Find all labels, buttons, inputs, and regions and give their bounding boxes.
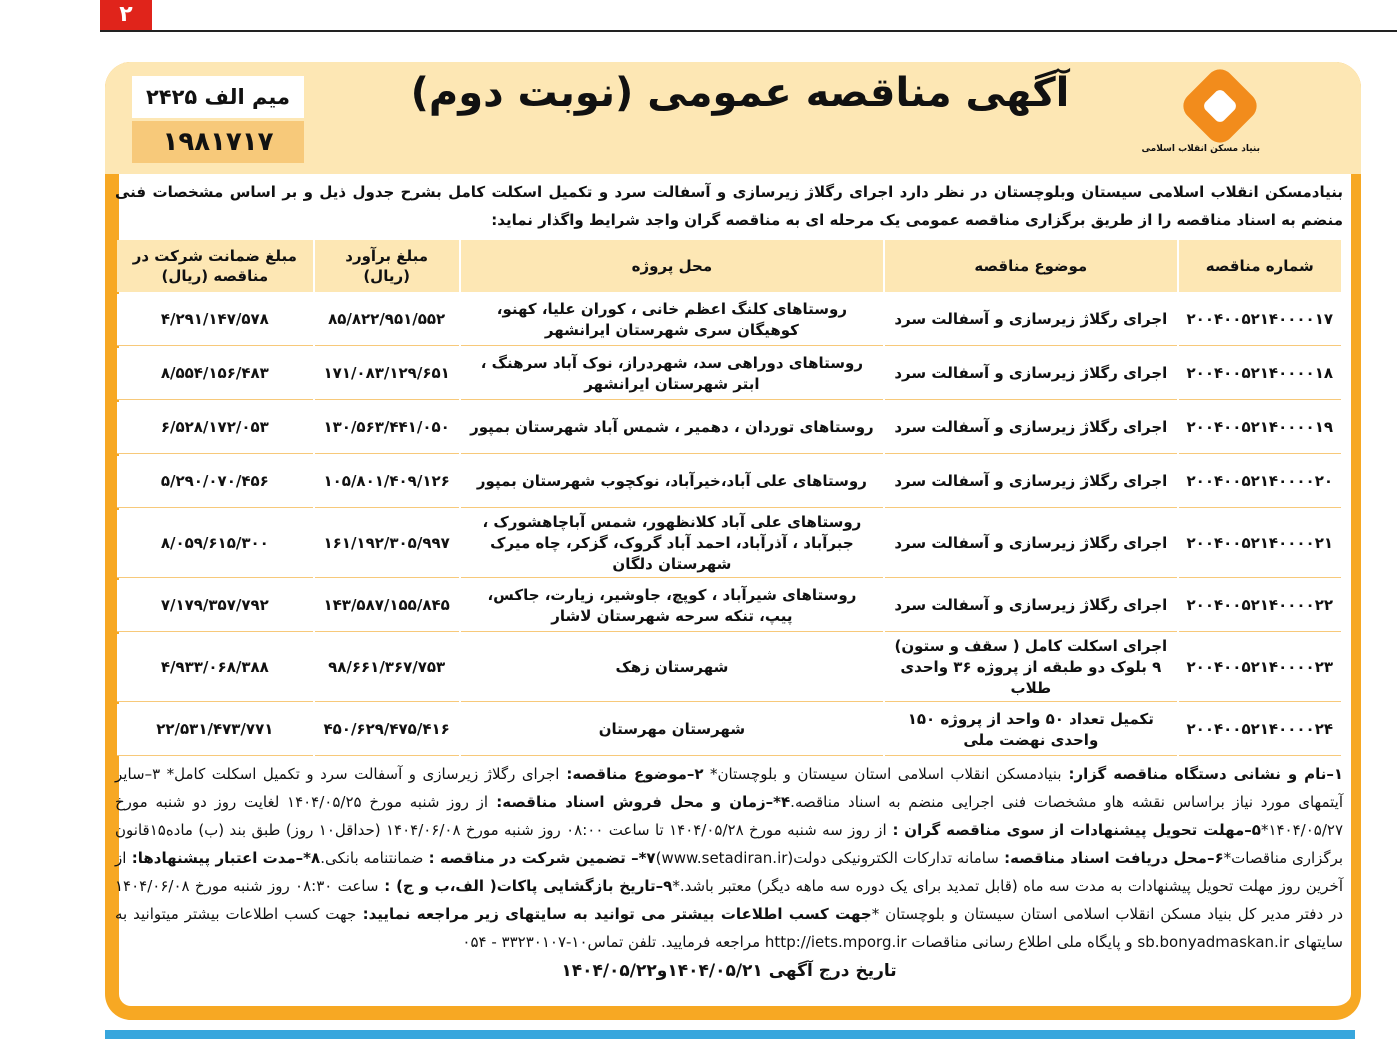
table-header-row bbox=[117, 240, 1341, 292]
project-location: روستاهای دوراهی سد، شهردراز، نوک آباد سرهنگ ، ابتر شهرستان ایرانشهر bbox=[461, 348, 883, 400]
column-header: مبلغ برآورد (ریال) bbox=[315, 240, 459, 292]
guarantee-amount: ۴/۹۳۳/۰۶۸/۳۸۸ bbox=[117, 634, 313, 702]
guarantee-amount: ۶/۵۲۸/۱۷۲/۰۵۳ bbox=[117, 402, 313, 454]
estimated-amount: ۱۳۰/۵۶۳/۴۴۱/۰۵۰ bbox=[315, 402, 459, 454]
condition-heading: جهت کسب اطلاعات بیشتر می توانید به سایتهای زیر مراجعه نمایید: bbox=[356, 905, 872, 923]
table-row bbox=[117, 634, 1341, 702]
project-location: شهرستان زهک bbox=[461, 634, 883, 702]
tender-number: ۲۰۰۴۰۰۵۲۱۴۰۰۰۰۱۸ bbox=[1179, 348, 1341, 400]
table-row bbox=[117, 704, 1341, 756]
guarantee-amount: ۸/۰۵۹/۶۱۵/۳۰۰ bbox=[117, 510, 313, 578]
newspaper-bottom-strip bbox=[105, 1030, 1355, 1039]
tender-number: ۲۰۰۴۰۰۵۲۱۴۰۰۰۰۲۳ bbox=[1179, 634, 1341, 702]
tender-conditions bbox=[115, 760, 1343, 956]
tender-subject: اجرای رگلاژ زیرسازی و آسفالت سرد bbox=[885, 510, 1176, 578]
tender-number: ۲۰۰۴۰۰۵۲۱۴۰۰۰۰۱۹ bbox=[1179, 402, 1341, 454]
condition-heading: ۱–نام و نشانی دستگاه مناقصه گزار: bbox=[1061, 765, 1343, 783]
logo-text: بنیاد مسکن انقلاب اسلامی bbox=[1141, 144, 1260, 154]
condition-heading: ۹–تاریخ بازگشایی پاکات( الف،ب و ج) : bbox=[378, 877, 673, 895]
tender-number: ۲۰۰۴۰۰۵۲۱۴۰۰۰۰۲۰ bbox=[1179, 456, 1341, 508]
table-row bbox=[117, 510, 1341, 578]
logo-icon bbox=[1178, 64, 1263, 149]
project-location: روستاهای توردان ، دهمیر ، شمس آباد شهرستان بمپور bbox=[461, 402, 883, 454]
guarantee-amount: ۵/۲۹۰/۰۷۰/۴۵۶ bbox=[117, 456, 313, 508]
condition-text: از روز سه شنبه مورخ ۱۴۰۴/۰۵/۲۸ تا ساعت ۰۸:۰۰ روز شنبه مورخ ۱۴۰۴/۰۶/۰۸ (حداقل۱۰ روز) طبق بند (ب) ماده۱۵قانون برگزاری مناقصات* bbox=[115, 821, 1344, 867]
ad-code-box bbox=[132, 76, 304, 163]
condition-text: ساعت ۰۸:۳۰ روز شنبه مورخ ۱۴۰۴/۰۶/۰۸ در دفتر مدیر کل بنیاد مسکن انقلاب اسلامی استان سیستان و بلوچستان * bbox=[115, 877, 1344, 923]
project-location: روستاهای علی آباد کلانظهور، شمس آباچاهشورک ، جبرآباد ، آذرآباد، احمد آباد گروک، گزکر، چاه میرک شهرستان دلگان bbox=[461, 510, 883, 578]
condition-text: از روز شنبه مورخ ۱۴۰۴/۰۵/۲۵ لغایت روز دو شنبه مورخ ۱۴۰۴/۰۵/۲۷* bbox=[115, 793, 1343, 839]
condition-text: اجرای رگلاژ زیرسازی و آسفالت سرد و تکمیل اسکلت کامل* ۳–سایر آیتمهای مورد نیاز براساس نقشه هاو مشخصات فنی اجرایی منضم به اسناد مناقصه. bbox=[115, 765, 1343, 811]
tender-number: ۲۰۰۴۰۰۵۲۱۴۰۰۰۰۲۲ bbox=[1179, 580, 1341, 632]
column-header: شماره مناقصه bbox=[1179, 240, 1341, 292]
column-header: موضوع مناقصه bbox=[885, 240, 1176, 292]
bonyad-maskan-logo bbox=[1141, 70, 1260, 170]
tender-number: ۲۰۰۴۰۰۵۲۱۴۰۰۰۰۲۴ bbox=[1179, 704, 1341, 756]
project-location: روستاهای شیرآباد ، کوپچ، جاوشیر، زیارت، جاکس، پیپ، تنکه سرحه شهرستان لاشار bbox=[461, 580, 883, 632]
condition-heading: ۷*– تضمین شرکت در مناقصه : bbox=[423, 849, 656, 867]
guarantee-amount: ۸/۵۵۴/۱۵۶/۴۸۳ bbox=[117, 348, 313, 400]
table-row bbox=[117, 402, 1341, 454]
estimated-amount: ۱۴۳/۵۸۷/۱۵۵/۸۴۵ bbox=[315, 580, 459, 632]
table-row bbox=[117, 456, 1341, 508]
estimated-amount: ۱۷۱/۰۸۳/۱۲۹/۶۵۱ bbox=[315, 348, 459, 400]
estimated-amount: ۸۵/۸۲۲/۹۵۱/۵۵۲ bbox=[315, 294, 459, 346]
tender-subject: اجرای رگلاژ زیرسازی و آسفالت سرد bbox=[885, 456, 1176, 508]
project-location: شهرستان مهرستان bbox=[461, 704, 883, 756]
tender-subject: اجرای رگلاژ زیرسازی و آسفالت سرد bbox=[885, 402, 1176, 454]
condition-text: ضمانتنامه بانکی. bbox=[320, 849, 424, 867]
table-row bbox=[117, 294, 1341, 346]
tender-subject: اجرای رگلاژ زیرسازی و آسفالت سرد bbox=[885, 348, 1176, 400]
ad-code-number: ۱۹۸۱۷۱۷ bbox=[132, 121, 304, 163]
page-badge: ۲ bbox=[100, 0, 152, 30]
condition-heading: ۶–محل دریافت اسناد مناقصه: bbox=[998, 849, 1224, 867]
table-row bbox=[117, 348, 1341, 400]
tender-number: ۲۰۰۴۰۰۵۲۱۴۰۰۰۰۱۷ bbox=[1179, 294, 1341, 346]
estimated-amount: ۴۵۰/۶۲۹/۴۷۵/۴۱۶ bbox=[315, 704, 459, 756]
intro-text: بنیادمسکن انقلاب اسلامی سیستان وبلوچستان در نظر دارد اجرای رگلاژ زیرسازی و آسفالت سرد و تکمیل اسکلت کامل بشرح جدول ذیل و بر اساس مشخصات فنی منضم به اسناد مناقصه را از طریق برگزاری مناقصه عمومی یک مرحله ای به مناقصه گران واجد شرایط واگذار نماید: bbox=[115, 183, 1343, 229]
column-header: مبلغ ضمانت شرکت در مناقصه (ریال) bbox=[117, 240, 313, 292]
estimated-amount: ۱۶۱/۱۹۲/۳۰۵/۹۹۷ bbox=[315, 510, 459, 578]
condition-heading: ۵–مهلت تحویل پیشنهادات از سوی مناقصه گران : bbox=[886, 821, 1261, 839]
tender-subject: اجرای اسکلت کامل ( سقف و ستون) ۹ بلوک دو طبقه از پروژه ۳۶ واحدی طلاب bbox=[885, 634, 1176, 702]
condition-heading: ۲–موضوع مناقصه: bbox=[559, 765, 704, 783]
project-location: روستاهای کلنگ اعظم خانی ، کوران علیا، کهنو، کوهیگان سری شهرستان ایرانشهر bbox=[461, 294, 883, 346]
tender-subject: اجرای رگلاژ زیرسازی و آسفالت سرد bbox=[885, 580, 1176, 632]
condition-heading: ۴*–زمان و محل فروش اسناد مناقصه: bbox=[488, 793, 791, 811]
guarantee-amount: ۷/۱۷۹/۳۵۷/۷۹۲ bbox=[117, 580, 313, 632]
condition-heading: ۸*–مدت اعتبار پیشنهادها: bbox=[126, 849, 321, 867]
publish-date: تاریخ درج آگهی ۱۴۰۴/۰۵/۲۱و۱۴۰۴/۰۵/۲۲ bbox=[561, 961, 897, 981]
condition-text: سامانه تدارکات الکترونیکی دولت(www.setadiran.ir) bbox=[655, 849, 999, 867]
guarantee-amount: ۲۲/۵۳۱/۴۷۳/۷۷۱ bbox=[117, 704, 313, 756]
ad-content bbox=[115, 178, 1343, 984]
project-location: روستاهای علی آباد،خیرآباد، نوکچوب شهرستان بمپور bbox=[461, 456, 883, 508]
tender-subject: اجرای رگلاژ زیرسازی و آسفالت سرد bbox=[885, 294, 1176, 346]
ad-code-label: میم الف ۲۴۲۵ bbox=[132, 76, 304, 118]
estimated-amount: ۱۰۵/۸۰۱/۴۰۹/۱۲۶ bbox=[315, 456, 459, 508]
newspaper-top-strip bbox=[100, 0, 1397, 32]
ad-title: آگهی مناقصه عمومی (نوبت دوم) bbox=[410, 70, 1070, 116]
table-row bbox=[117, 580, 1341, 632]
column-header: محل پروژه bbox=[461, 240, 883, 292]
condition-text: جهت کسب اطلاعات بیشتر میتوانید به سایتهای sb.bonyadmaskan.ir و پایگاه ملی اطلاع رسانی مناقصات http://iets.mporg.ir مراجعه فرمایید. تلفن تماس۱۰-۳۳۲۳۰۱۰۷ - ۰۵۴ bbox=[115, 905, 1343, 951]
tender-subject: تکمیل تعداد ۵۰ واحد از پروژه ۱۵۰ واحدی نهضت ملی bbox=[885, 704, 1176, 756]
condition-text: بنیادمسکن انقلاب اسلامی استان سیستان و بلوچستان* bbox=[703, 765, 1062, 783]
condition-text: از آخرین روز مهلت تحویل پیشنهادات به مدت سه ماه (قابل تمدید برای یک دوره سه ماهه دیگر) معتبر باشد.* bbox=[115, 849, 1343, 895]
guarantee-amount: ۴/۲۹۱/۱۴۷/۵۷۸ bbox=[117, 294, 313, 346]
tender-table bbox=[115, 238, 1343, 758]
estimated-amount: ۹۸/۶۶۱/۳۶۷/۷۵۳ bbox=[315, 634, 459, 702]
tender-number: ۲۰۰۴۰۰۵۲۱۴۰۰۰۰۲۱ bbox=[1179, 510, 1341, 578]
